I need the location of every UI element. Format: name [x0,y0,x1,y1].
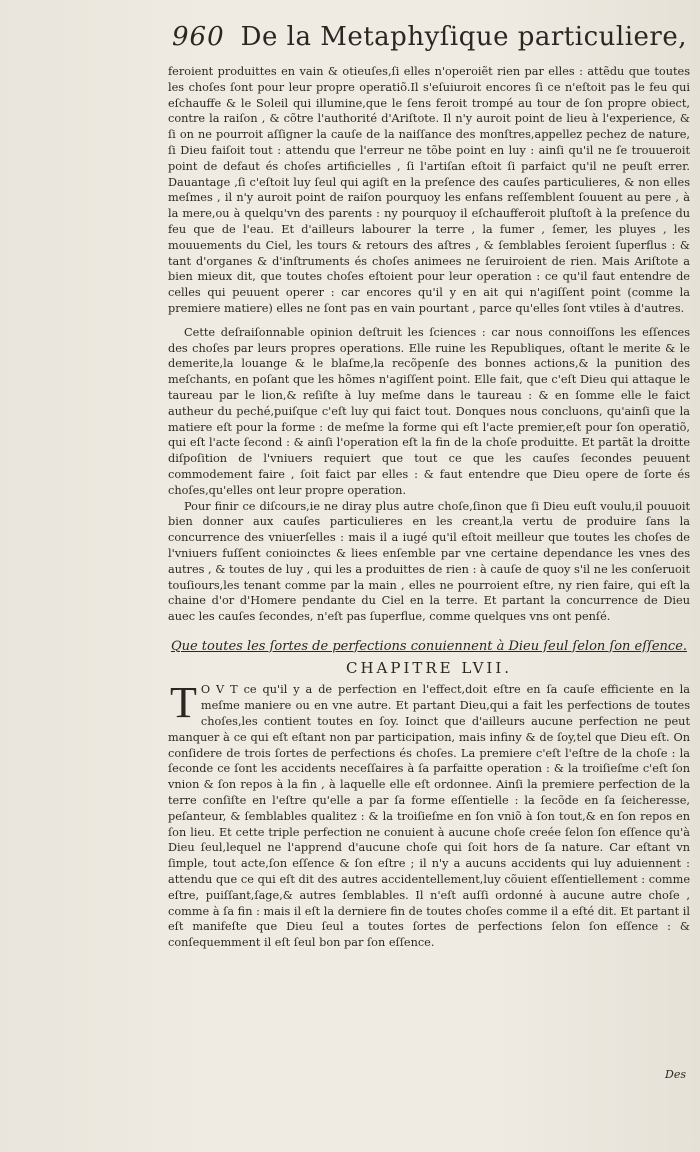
page-header [172,22,687,66]
paragraph: Cette deſraiſonnable opinion deſtruit les ſciences : car nous connoiſſons les eſſences des choſes par leurs propres operations. Elle ruine les Republiques, oſtant le merite & le demerite,la louange & le blaſme,la recõpenſe des bonnes actions,& la punition des meſchants, en poſant que les hõmes n'agiſſent point. Elle fait, que c'eſt Dieu qui attaque le taureau par le lion,& reſiſte à luy meſme dans le taureau : & en ſomme elle le faict autheur du peché,puiſque c'eſt luy qui faict tout. Donques nous concluons, qu'ainſi que la matiere eſt pour la forme : de meſme la forme qui eſt l'acte premier,eſt pour ſon operatiõ, qui eſt l'acte ſecond : & ainſi l'operation eſt la fin de la choſe produitte. Et partãt la droitte diſpoſition de l'vniuers requiert que tout ce que les cauſes ſecondes peuuent commodement faire , ſoit faict par elles : & faut entendre que Dieu opere de ſorte és choſes,qu'elles ont leur propre operation. [168,325,690,497]
catchword: Des [665,1068,686,1081]
chapter-rubric: Que toutes les ſortes de perfections conuiennent à Dieu ſeul ſelon ſon eſſence. [170,638,688,654]
drop-capital: T [170,678,197,728]
running-title: De la Metaphyſique particuliere, [240,22,687,52]
chapter-paragraph [168,678,691,951]
first-word: O V T [200,683,238,697]
paragraph: feroient produittes en vain & otieuſes,ſi elles n'operoiẽt rien par elles : attẽdu que toutes les choſes ſont pour leur propre operatiõ.Il s'eſuiuroit encores ſi ce n'eſtoit pas le feu qui eſchauffe & le Soleil qui illumine,que le ſens feroit trompé au tour de ſon propre obiect, contre la raiſon , & cõtre l'authorité d'Ariſtote. Il n'y auroit point de lieu à l'experience, & ſi on ne pourroit aſſigner la cauſe de la naiſſance des monſtres,appellez pechez de nature, ſi Dieu faiſoit tout : attendu que l'erreur ne tõbe point en luy : ainſi qu'il ne ſe trouueroit point de defaut és choſes artificielles , ſi l'artiſan eſtoit ſi parfaict qu'il ne peuſt errer. Dauantage ,ſi c'eſtoit luy ſeul qui agiſt en la preſence des cauſes particulieres, & non elles meſmes , il n'y auroit point de raiſon pourquoy les enfans reſſemblent ſouuent au pere , à la mere,ou à quelqu'vn des parents : ny pourquoy il eſchaufferoit pluſtoſt à la preſence du feu que de l'eau. Et d'ailleurs labourer la terre , la fumer , ſemer, les pluyes , les mouuements du Ciel, les tours & retours des aſtres , & ſemblables ſeroient ſuperflus : & tant d'organes & d'inſtruments és choſes animees ne ſeruiroient de rien. Mais Ariſtote a bien mieux dit, que toutes choſes eſtoient pour leur operation : ce qu'il faut entendre de celles qui peuuent operer : car encores qu'il y en ait qui n'agiſſent point (comme la premiere matiere) elles ne ſont pas en vain pourtant , parce qu'elles ſont vtiles à d'autres. [168,65,690,315]
paragraph: Pour finir ce diſcours,ie ne diray plus autre choſe,ſinon que ſi Dieu euſt voulu,il pouuoit bien donner aux cauſes particulieres en les creant,la vertu de produire ſans la concurrence des vniuerſelles : mais il a iugé qu'il eſtoit meilleur que toutes les choſes de l'vniuers fuſſent conioinctes & liees enſemble par vne certaine dependance les vnes des autres , & toutes de luy , qui les a produittes de rien : à cauſe de quoy s'il ne les conſeruoit touſiours,les tenant comme par la main , elles ne pourroient eſtre, ny rien faire, qui eſt la chaine d'or d'Homere pendante du Ciel en la terre. Et partant la concurrence de Dieu auec les cauſes ſecondes, n'eſt pas ſuperflue, comme quelques vns ont penſé. [168,499,690,624]
chapter-heading: CHAPITRE LVII. [345,658,513,677]
chapter-text: ce qu'il y a de perfection en l'effect,doit eſtre en ſa cauſe efficiente en la meſme maniere ou en vne autre. Et partant Dieu,qui a fait les perfections de toutes choſes,les contient toutes en ſoy. Ioinct que d'ailleurs aucune perfection ne peut manquer à ce qui eſt eſtant non par participation, mais infiny & de ſoy,tel que Dieu eſt. On conſidere de trois ſortes de perfections és choſes. La premiere c'eſt l'eſtre de la choſe : la ſeconde ce ſont les accidents neceſſaires à ſa parfaitte operation : & la troiſieſme c'eſt ſon vnion & ſon repos à la fin , à laquelle elle eſt ordonnee. Ainſi la premiere perfection de la terre conſiſte en l'eſtre qu'elle a par ſa forme eſſentielle : la ſecõde en ſa ſeicheresse, peſanteur, & ſemblables qualitez : & la troiſieſme en ſon vniõ à ſon tout,& en ſon repos en ſon lieu. Et cette triple perfection ne conuient à aucune choſe creée ſelon ſon eſſence qu'à Dieu ſeul,lequel ne l'apprend d'aucune choſe qui ſoit hors de ſa nature. Car eſtant vn ſimple, tout acte,ſon eſſence & ſon eſtre ; il n'y a aucuns accidents qui luy aduiennent : attendu que ce qui eſt dit des autres accidentellement,luy cõuient eſſentiellement : comme eſtre, puiſſant,ſage,& autres ſemblables. Il n'eſt auſſi ordonné à aucune autre choſe , comme à ſa fin : mais il eſt la derniere fin de toutes choſes comme il a eſté dit. Et partant il eſt manifeſte que Dieu ſeul a toutes ſortes de perfections ſelon ſon eſſence : & conſequemment il eſt ſeul bon par ſon eſſence. [168,683,691,950]
body-text [168,64,690,951]
page-number: 960 [172,22,225,52]
